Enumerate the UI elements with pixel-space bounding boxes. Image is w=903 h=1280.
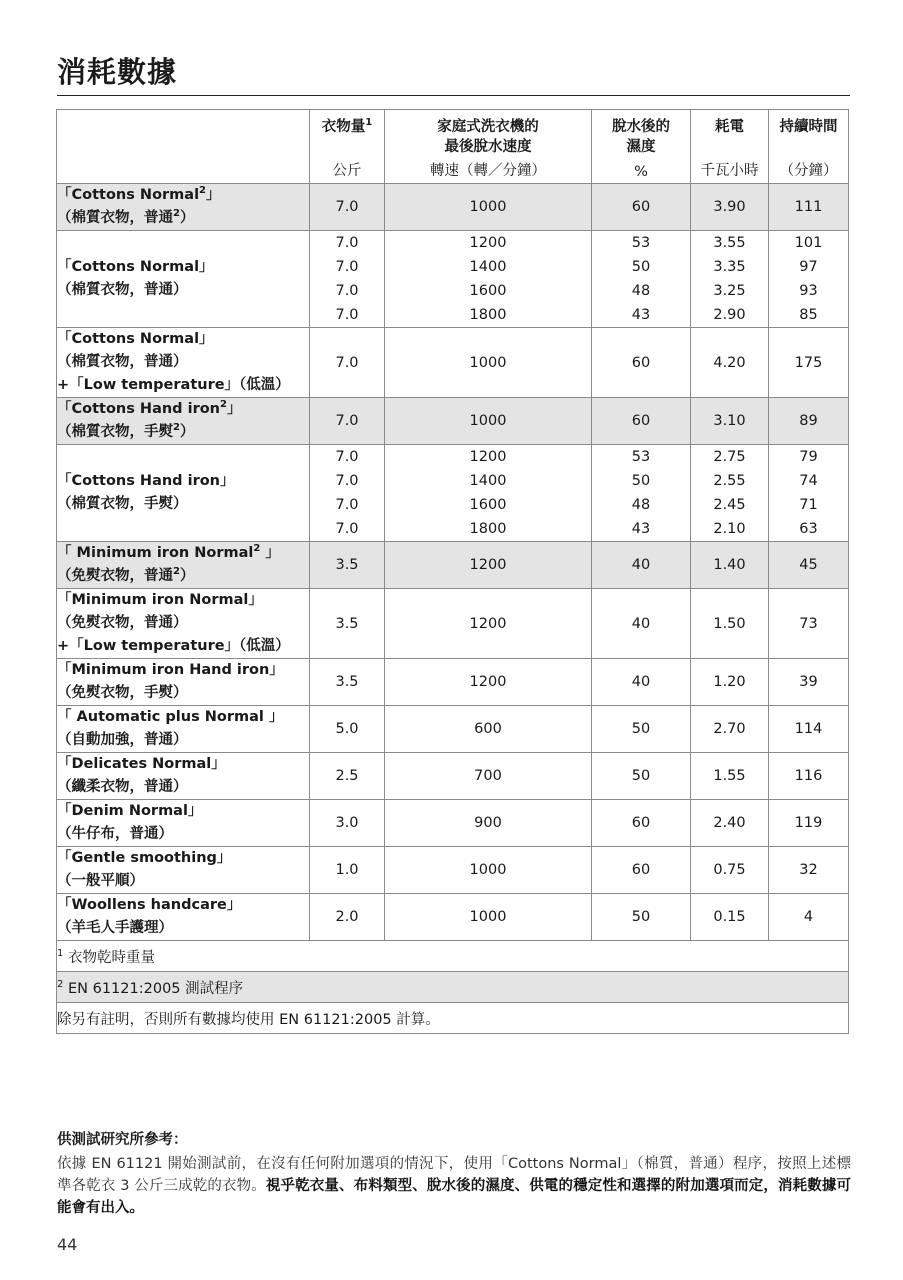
program-name-line: （免熨衣物，普通）	[57, 615, 188, 631]
program-name-line: 「 Automatic plus Normal 」	[57, 709, 284, 725]
duration-value: 74	[799, 473, 818, 489]
table-row	[57, 231, 849, 328]
duration-cell	[769, 398, 849, 445]
moisture-value: 40	[631, 557, 651, 573]
energy-cell	[691, 706, 769, 753]
duration-value: 4	[803, 909, 814, 925]
spin-cell	[385, 445, 592, 542]
spin-value: 1000	[469, 413, 507, 429]
moisture-cell	[592, 231, 691, 328]
program-name-line: 「Cottons Hand iron$^2$」	[57, 399, 242, 417]
program-name-cell	[57, 328, 310, 398]
moisture-value: 60	[631, 354, 651, 371]
duration-cell	[769, 659, 849, 706]
table-row	[57, 894, 849, 941]
energy-value: 2.10	[713, 521, 746, 537]
program-name-line: 「Cottons Normal」	[57, 331, 214, 347]
footnote-text: 衣物乾時重量	[67, 949, 155, 966]
duration-cell	[769, 800, 849, 847]
load-cell	[310, 753, 385, 800]
energy-value: 3.55	[713, 235, 746, 251]
load-cell	[310, 184, 385, 231]
energy-value: 3.35	[713, 259, 746, 275]
spin-value: 1200	[469, 615, 507, 632]
load-value: 7.0	[335, 307, 359, 323]
moisture-value: 60	[631, 413, 651, 429]
program-name-line: （纖柔衣物，普通）	[57, 779, 188, 795]
program-name-line: 「Minimum iron Hand iron」	[57, 662, 284, 678]
program-name-line: 「Cottons Normal$^2$」	[57, 185, 221, 203]
spin-value: 1200	[469, 449, 507, 465]
footnote-text: 除另有註明，否則所有數據均使用 EN 61121:2005 計算。	[57, 1011, 440, 1028]
moisture-cell	[592, 753, 691, 800]
program-name-cell	[57, 542, 310, 589]
spin-value: 1000	[469, 862, 507, 878]
duration-value: 71	[799, 497, 818, 513]
spin-value: 1800	[469, 521, 507, 537]
load-cell	[310, 445, 385, 542]
moisture-value: 53	[631, 235, 651, 251]
program-name-cell	[57, 800, 310, 847]
duration-value: 79	[799, 449, 818, 465]
program-name-cell	[57, 589, 310, 659]
duration-cell	[769, 847, 849, 894]
duration-cell	[769, 542, 849, 589]
duration-value: 114	[794, 721, 823, 737]
spin-value: 1000	[469, 909, 507, 925]
program-name-line: （棉質衣物，普通）	[57, 354, 188, 370]
moisture-cell	[592, 706, 691, 753]
table-row	[57, 328, 849, 398]
program-name-line: 「Gentle smoothing」	[57, 850, 232, 866]
spin-cell	[385, 589, 592, 659]
load-value: 1.0	[335, 862, 359, 878]
moisture-value: 43	[631, 307, 651, 323]
header-moisture: 脫水後的 濕度 %	[592, 110, 691, 184]
load-cell	[310, 589, 385, 659]
moisture-cell	[592, 847, 691, 894]
spin-cell	[385, 231, 592, 328]
load-value: 3.5	[335, 674, 359, 690]
energy-cell	[691, 328, 769, 398]
energy-value: 3.10	[713, 413, 746, 429]
table-row	[57, 753, 849, 800]
program-name-line: 「Cottons Hand iron」	[57, 473, 235, 489]
moisture-value: 48	[631, 283, 651, 299]
energy-value: 4.20	[713, 354, 746, 371]
load-value: 5.0	[335, 721, 359, 737]
energy-value: 3.25	[713, 283, 746, 299]
load-value: 7.0	[335, 521, 359, 537]
table-row	[57, 847, 849, 894]
duration-value: 32	[799, 862, 818, 878]
energy-cell	[691, 659, 769, 706]
moisture-cell	[592, 542, 691, 589]
moisture-cell	[592, 184, 691, 231]
moisture-value: 60	[631, 862, 651, 878]
spin-cell	[385, 753, 592, 800]
program-name-line: 「Cottons Normal」	[57, 259, 214, 275]
duration-cell	[769, 328, 849, 398]
program-name-cell	[57, 445, 310, 542]
load-cell	[310, 328, 385, 398]
spin-value: 1400	[469, 473, 507, 489]
energy-value: 2.55	[713, 473, 746, 489]
spin-cell	[385, 542, 592, 589]
spin-value: 700	[474, 768, 502, 784]
program-name-line: （棉質衣物，手熨）	[57, 496, 188, 512]
load-value: 3.5	[335, 615, 359, 632]
energy-value: 2.45	[713, 497, 746, 513]
footnote-marker: 1	[57, 947, 64, 959]
footnote-text: EN 61121:2005 測試程序	[67, 980, 244, 997]
note-bold-text: 視乎乾衣量、布料類型、脫水後的濕度、供電的穩定性和選擇的附加選項而定，消耗數據可能會有出入。	[57, 1178, 851, 1216]
program-name-cell	[57, 894, 310, 941]
footnote-row	[57, 972, 849, 1003]
moisture-value: 43	[631, 521, 651, 537]
footnote-cell	[57, 972, 849, 1003]
duration-cell	[769, 445, 849, 542]
moisture-cell	[592, 659, 691, 706]
footnote-cell	[57, 1003, 849, 1034]
spin-cell	[385, 847, 592, 894]
load-cell	[310, 894, 385, 941]
duration-value: 63	[799, 521, 818, 537]
program-name-line: （免熨衣物，普通$^2$）	[57, 566, 195, 584]
program-name-line: （牛仔布，普通）	[57, 826, 173, 842]
energy-cell	[691, 231, 769, 328]
spin-value: 1600	[469, 497, 507, 513]
program-name-line: （棉質衣物，手熨$^2$）	[57, 422, 195, 440]
footnote-row	[57, 1003, 849, 1034]
load-cell	[310, 847, 385, 894]
program-name-line: 「Denim Normal」	[57, 803, 203, 819]
program-name-cell	[57, 659, 310, 706]
duration-cell	[769, 589, 849, 659]
energy-cell	[691, 184, 769, 231]
program-name-cell	[57, 398, 310, 445]
program-name-line: 「 Minimum iron Normal$^2$ 」	[57, 543, 280, 561]
program-name-cell	[57, 753, 310, 800]
note-text: 依據 EN 61121 開始測試前，在沒有任何附加選項的情況下，使用「Cottons Normal」（棉質，普通）程序，按照上述標準各乾衣 3 公斤三成乾的衣物。	[57, 1156, 851, 1194]
spin-value: 1200	[469, 674, 507, 690]
program-name-line: （免熨衣物，手熨）	[57, 685, 188, 701]
load-cell	[310, 231, 385, 328]
duration-cell	[769, 894, 849, 941]
program-name-line: （自動加強，普通）	[57, 732, 188, 748]
spin-value: 1200	[469, 235, 507, 251]
table-row	[57, 706, 849, 753]
duration-cell	[769, 231, 849, 328]
duration-value: 39	[799, 674, 818, 690]
spin-cell	[385, 398, 592, 445]
spin-value: 1000	[469, 199, 507, 215]
duration-value: 119	[794, 815, 823, 831]
energy-value: 1.20	[713, 674, 746, 690]
moisture-cell	[592, 328, 691, 398]
moisture-value: 60	[631, 199, 651, 215]
duration-value: 116	[794, 768, 823, 784]
table-row	[57, 589, 849, 659]
spin-cell	[385, 328, 592, 398]
note-body	[57, 1153, 851, 1219]
load-value: 7.0	[335, 199, 359, 215]
spin-value: 1600	[469, 283, 507, 299]
table-row	[57, 445, 849, 542]
moisture-value: 48	[631, 497, 651, 513]
energy-cell	[691, 542, 769, 589]
energy-value: 1.55	[713, 768, 746, 784]
duration-cell	[769, 753, 849, 800]
energy-value: 3.90	[713, 199, 746, 215]
table-row	[57, 398, 849, 445]
header-program	[57, 110, 310, 184]
spin-value: 1800	[469, 307, 507, 323]
spin-value: 1200	[469, 557, 507, 573]
spin-value: 600	[474, 721, 502, 737]
spin-cell	[385, 800, 592, 847]
spin-cell	[385, 894, 592, 941]
duration-value: 85	[799, 307, 818, 323]
program-name-line: 「Delicates Normal」	[57, 756, 226, 772]
duration-value: 89	[799, 413, 818, 429]
spin-cell	[385, 184, 592, 231]
table-row	[57, 184, 849, 231]
moisture-cell	[592, 398, 691, 445]
load-cell	[310, 398, 385, 445]
load-value: 7.0	[335, 497, 359, 513]
load-value: 2.5	[335, 768, 359, 784]
duration-value: 93	[799, 283, 818, 299]
spin-value: 1000	[469, 354, 507, 371]
load-value: 7.0	[335, 413, 359, 429]
footnote-marker: 2	[57, 978, 64, 990]
program-name-cell	[57, 184, 310, 231]
energy-cell	[691, 847, 769, 894]
spin-value: 900	[474, 815, 502, 831]
duration-value: 45	[799, 557, 818, 573]
energy-value: 1.40	[713, 557, 746, 573]
duration-cell	[769, 706, 849, 753]
load-value: 3.5	[335, 557, 359, 573]
load-cell	[310, 542, 385, 589]
moisture-value: 40	[631, 615, 651, 632]
moisture-value: 40	[631, 674, 651, 690]
load-value: 3.0	[335, 815, 359, 831]
energy-value: 2.90	[713, 307, 746, 323]
footnote-cell	[57, 941, 849, 972]
table-row	[57, 659, 849, 706]
moisture-value: 53	[631, 449, 651, 465]
duration-value: 175	[794, 354, 823, 371]
load-value: 7.0	[335, 235, 359, 251]
moisture-cell	[592, 589, 691, 659]
program-name-line: （棉質衣物，普通）	[57, 282, 188, 298]
load-value: 7.0	[335, 449, 359, 465]
energy-cell	[691, 398, 769, 445]
page-number: 44	[57, 1235, 78, 1254]
program-name-cell	[57, 231, 310, 328]
title-divider	[57, 95, 850, 96]
load-value: 7.0	[335, 354, 359, 371]
spin-cell	[385, 706, 592, 753]
consumption-table	[56, 109, 849, 1034]
energy-cell	[691, 589, 769, 659]
moisture-value: 50	[631, 768, 651, 784]
energy-value: 2.70	[713, 721, 746, 737]
moisture-cell	[592, 894, 691, 941]
energy-value: 0.15	[713, 909, 746, 925]
moisture-value: 50	[631, 473, 651, 489]
table-row	[57, 800, 849, 847]
load-cell	[310, 659, 385, 706]
header-duration: 持續時間 （分鐘）	[769, 110, 849, 184]
moisture-value: 50	[631, 909, 651, 925]
duration-value: 97	[799, 259, 818, 275]
note-heading: 供測試研究所參考：	[57, 1132, 188, 1148]
load-value: 7.0	[335, 259, 359, 275]
energy-value: 0.75	[713, 862, 746, 878]
header-energy: 耗電 千瓦小時	[691, 110, 769, 184]
energy-cell	[691, 445, 769, 542]
load-value: 7.0	[335, 283, 359, 299]
load-cell	[310, 706, 385, 753]
moisture-cell	[592, 445, 691, 542]
load-value: 7.0	[335, 473, 359, 489]
energy-cell	[691, 753, 769, 800]
footnote-row	[57, 941, 849, 972]
spin-cell	[385, 659, 592, 706]
duration-cell	[769, 184, 849, 231]
program-name-line: （一般平順）	[57, 873, 144, 889]
header-load: 衣物量$^1$ 公斤	[310, 110, 385, 184]
table-row	[57, 542, 849, 589]
moisture-value: 60	[631, 815, 651, 831]
header-spin-speed: 家庭式洗衣機的 最後脫水速度 轉速（轉／分鐘）	[385, 110, 592, 184]
energy-cell	[691, 800, 769, 847]
program-name-line: （羊毛人手護理）	[57, 920, 173, 936]
load-cell	[310, 800, 385, 847]
program-name-cell	[57, 847, 310, 894]
energy-value: 2.40	[713, 815, 746, 831]
program-name-line: （棉質衣物，普通$^2$）	[57, 208, 195, 226]
program-name-cell	[57, 706, 310, 753]
energy-cell	[691, 894, 769, 941]
spin-value: 1400	[469, 259, 507, 275]
duration-value: 101	[794, 235, 823, 251]
duration-value: 73	[799, 615, 818, 632]
moisture-value: 50	[631, 721, 651, 737]
program-name-line: 「Woollens handcare」	[57, 897, 242, 913]
load-value: 2.0	[335, 909, 359, 925]
program-name-line: +「Low temperature」（低溫）	[57, 377, 290, 393]
table-header-row	[57, 110, 849, 184]
moisture-cell	[592, 800, 691, 847]
duration-value: 111	[794, 199, 823, 215]
program-name-line: 「Minimum iron Normal」	[57, 592, 263, 608]
page-title: 消耗數據	[57, 55, 178, 89]
energy-value: 2.75	[713, 449, 746, 465]
moisture-value: 50	[631, 259, 651, 275]
program-name-line: +「Low temperature」（低溫）	[57, 638, 290, 654]
energy-value: 1.50	[713, 615, 746, 632]
